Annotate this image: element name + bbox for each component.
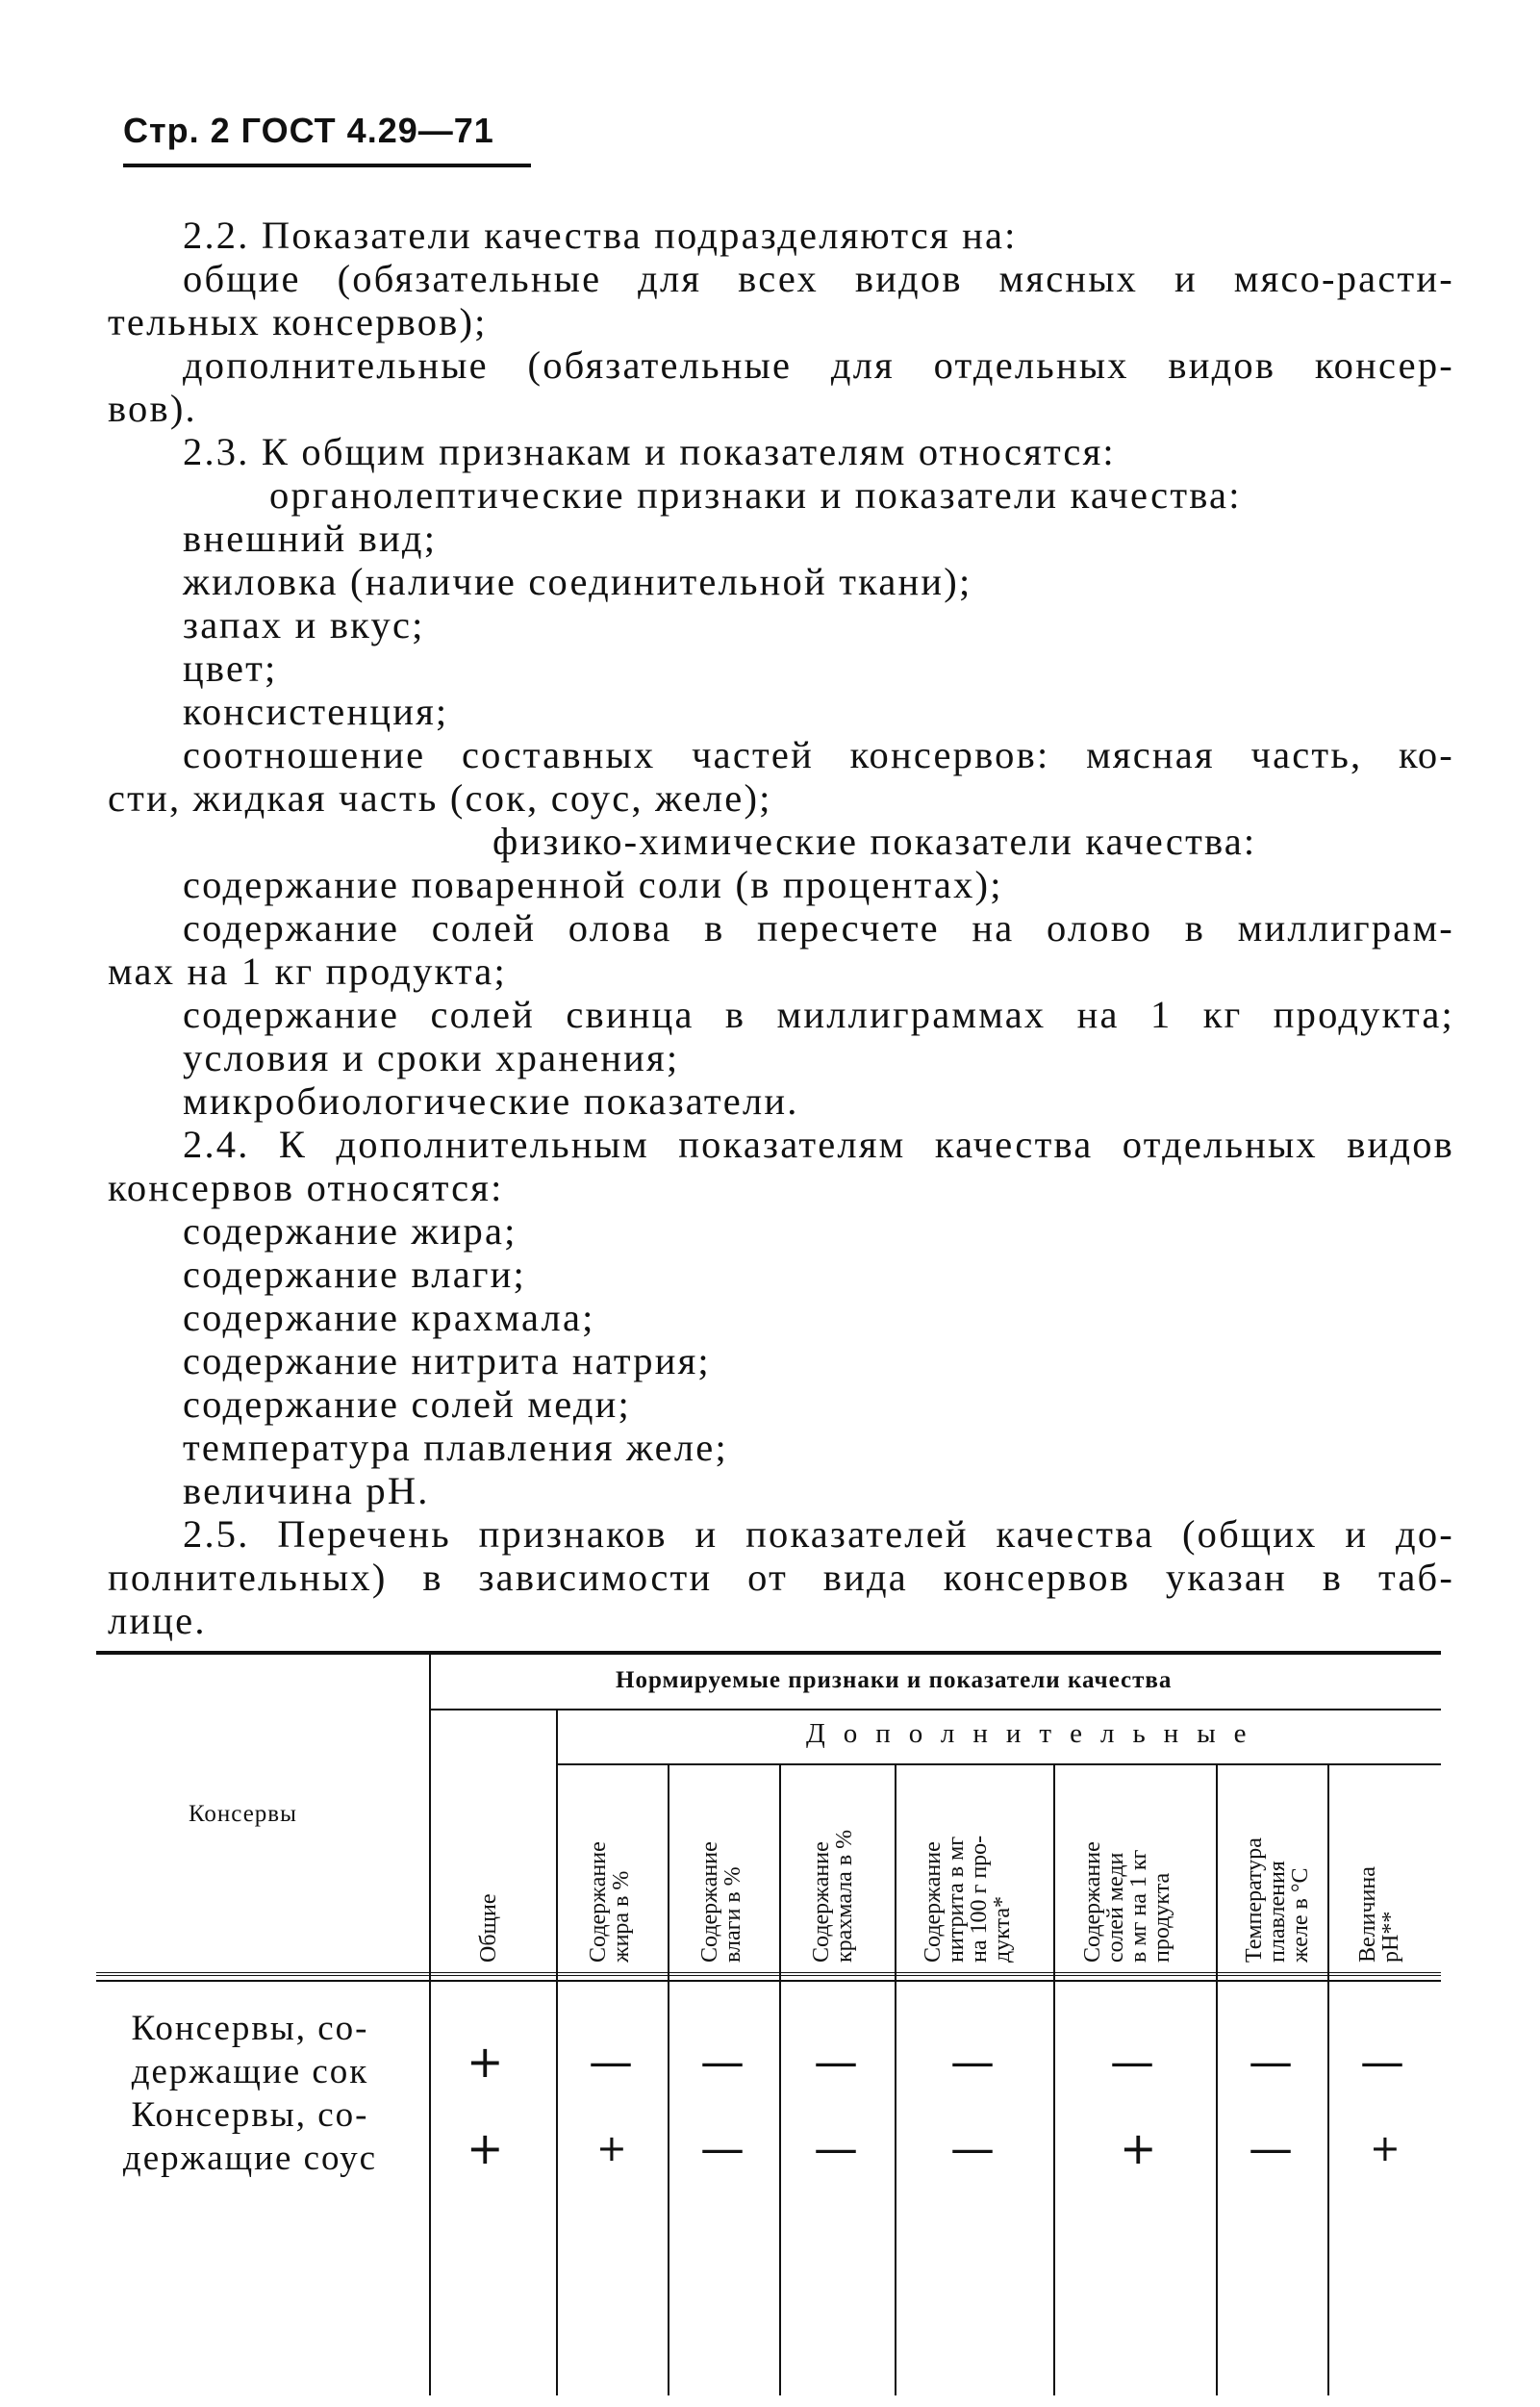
text-line: температура плавления желе;: [183, 1426, 728, 1469]
column-header: Содержание жира в %: [586, 1841, 634, 1963]
table-vline: [1216, 1765, 1218, 2395]
table-vline: [1053, 1765, 1055, 2395]
table-cell-mark: —: [814, 2122, 858, 2174]
column-header: Общие: [476, 1893, 501, 1963]
text-line: содержание нитрита натрия;: [183, 1339, 711, 1382]
text-line: величина рН.: [183, 1469, 430, 1512]
table-vline: [895, 1765, 896, 2395]
row-label: Консервы, со- держащие соус: [122, 2095, 378, 2178]
text-line: консистенция;: [183, 690, 449, 733]
text-line: содержание солей олова в пересчете на олово в миллиграм-: [183, 906, 1454, 950]
table-cell-mark: —: [814, 2036, 858, 2088]
text-line: 2.4. К дополнительным показателям качества отдельных видов: [183, 1123, 1454, 1166]
text-line: микробиологические показатели.: [183, 1079, 799, 1123]
table-vline: [779, 1765, 781, 2395]
table-vline: [429, 1655, 431, 2395]
text-line: цвет;: [183, 646, 278, 690]
row-label: Консервы, со- держащие сок: [131, 2009, 369, 2091]
table-cell-mark: +: [467, 2036, 504, 2088]
text-line: лице.: [108, 1599, 207, 1642]
stub-header: Консервы: [189, 1801, 297, 1827]
table-hline: [429, 1709, 1441, 1710]
text-line: содержание влаги;: [183, 1253, 527, 1296]
table-vline: [1327, 1765, 1329, 2395]
text-line: общие (обязательные для всех видов мясных и мясо-расти-: [183, 257, 1454, 300]
column-header: Температура плавления желе в °С: [1242, 1837, 1313, 1963]
text-line: мах на 1 кг продукта;: [108, 950, 507, 993]
text-line: 2.5. Перечень признаков и показателей качества (общих и до-: [183, 1512, 1454, 1556]
text-line: сти, жидкая часть (сок, соус, желе);: [108, 776, 772, 820]
text-line: дополнительные (обязательные для отдельных видов консер-: [183, 343, 1454, 387]
table-cell-mark: —: [1360, 2036, 1404, 2088]
column-header: Содержание влаги в %: [697, 1841, 745, 1963]
text-line: 2.2. Показатели качества подразделяются на:: [183, 214, 1018, 257]
table-cell-mark: —: [1249, 2036, 1293, 2088]
text-line: органолептические признаки и показатели качества:: [269, 473, 1242, 517]
table-cell-mark: —: [1249, 2122, 1293, 2174]
header-rule: [123, 164, 531, 167]
table-cell-mark: +: [467, 2122, 504, 2174]
column-header: Содержание солей меди в мг на 1 кг продукта: [1080, 1841, 1174, 1963]
column-header: Содержание крахмала в %: [809, 1829, 857, 1963]
table-cell-mark: —: [589, 2036, 633, 2088]
column-header: Содержание нитрита в мг на 100 г про- дукта*: [921, 1835, 1015, 1963]
table-hline: [556, 1763, 1441, 1765]
text-line: жиловка (наличие соединительной ткани);: [183, 560, 972, 603]
sub-header: Дополнительные: [806, 1718, 1265, 1749]
table-vline: [556, 1710, 558, 2395]
text-line: вов).: [108, 387, 197, 430]
text-line: консервов относятся:: [108, 1166, 504, 1209]
text-line: 2.3. К общим признакам и показателям относятся:: [183, 430, 1116, 473]
table-cell-mark: +: [596, 2127, 627, 2169]
text-line: тельных консервов);: [108, 300, 488, 343]
table-vline: [668, 1765, 669, 2395]
table-cell-mark: +: [1370, 2127, 1401, 2169]
group-header: Нормируемые признаки и показатели качества: [616, 1667, 1173, 1693]
text-line: содержание солей свинца в миллиграммах на 1 кг продукта;: [183, 993, 1454, 1036]
table-cell-mark: —: [950, 2036, 995, 2088]
table-cell-mark: +: [1120, 2122, 1157, 2174]
text-line: внешний вид;: [183, 517, 438, 560]
table-cell-mark: —: [1110, 2036, 1154, 2088]
text-line: полнительных) в зависимости от вида консервов указан в таб-: [108, 1556, 1454, 1599]
text-line: физико-химические показатели качества:: [492, 820, 1257, 863]
table-header-rule: [96, 1972, 1441, 1982]
table-cell-mark: —: [950, 2122, 995, 2174]
document-body: [108, 214, 1454, 1642]
text-line: содержание солей меди;: [183, 1382, 631, 1426]
text-line: условия и сроки хранения;: [183, 1036, 680, 1079]
text-line: запах и вкус;: [183, 603, 425, 646]
text-line: содержание крахмала;: [183, 1296, 595, 1339]
table-cell-mark: —: [700, 2036, 745, 2088]
text-line: содержание жира;: [183, 1209, 518, 1253]
column-header: Величина рН**: [1355, 1866, 1403, 1963]
text-line: соотношение составных частей консервов: мясная часть, ко-: [183, 733, 1454, 776]
table-top-rule: [96, 1651, 1441, 1655]
table-cell-mark: —: [700, 2122, 745, 2174]
running-head: Стр. 2 ГОСТ 4.29—71: [123, 111, 494, 150]
text-line: содержание поваренной соли (в процентах);: [183, 863, 1003, 906]
